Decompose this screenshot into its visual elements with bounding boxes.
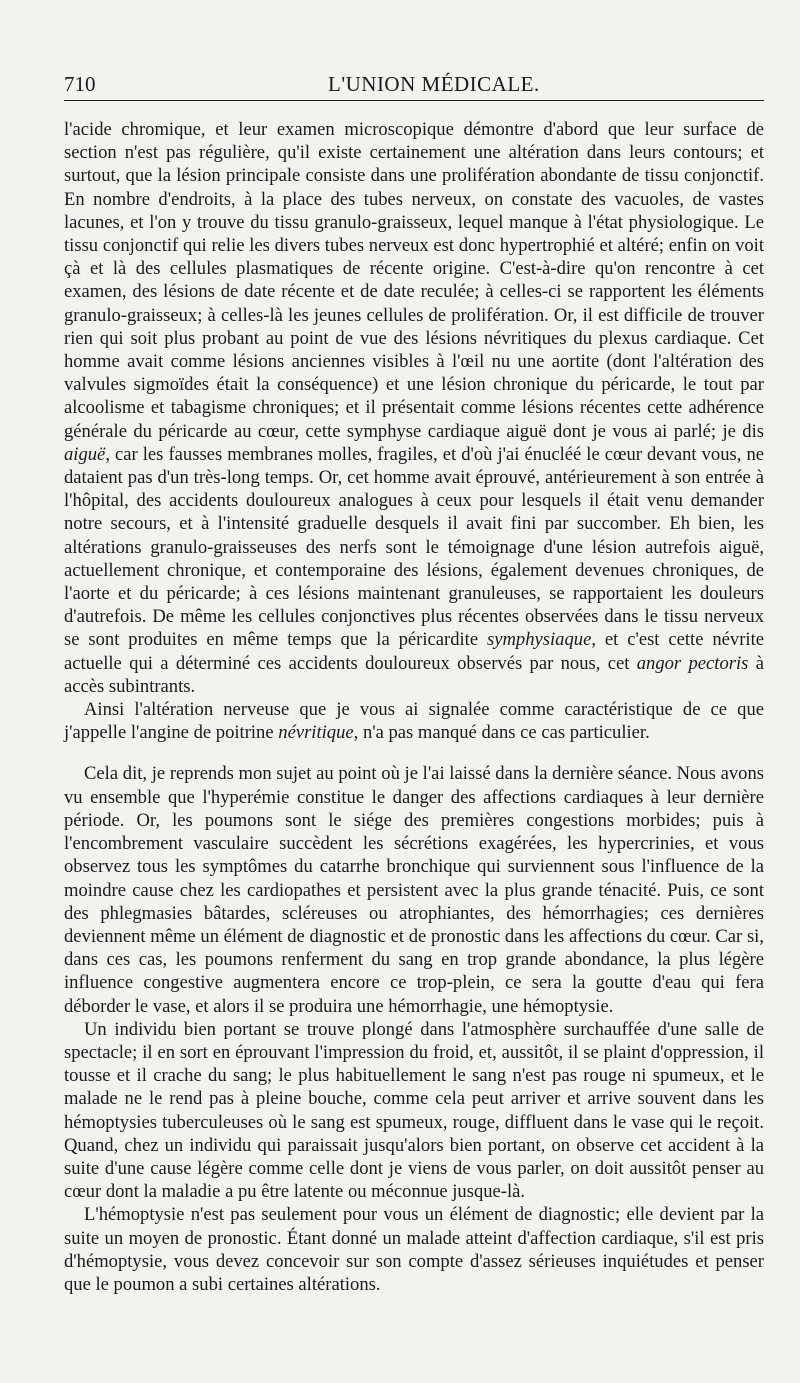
italic-term: angor pectoris [636,652,749,674]
journal-title: L'UNION MÉDICALE. [328,72,540,96]
page-number: 710 [64,72,96,96]
article-body [64,118,764,1296]
running-header [64,72,760,102]
header-rule [64,100,764,101]
section-gap [64,744,764,762]
paragraph-2: Ainsi l'altération nerveuse que je vous ai signalée comme caractéristique de ce que j'appelle l'angine de poitrine névritique, n'a pas manqué dans ce cas particulier. [64,699,764,744]
paragraph-1: l'acide chromique, et leur examen microscopique démontre d'abord que leur surface de section n'est pas régulière, qu'il existe certainement une altération dans leurs contours; et surtout, que la lésion principale consiste dans une prolifération abondante de tissu conjonctif. En nombre d'endroits, à la place des tubes nerveux, on constate des vacuoles, de vastes lacunes, et l'on y trouve du tissu granulo-graisseux, lequel manque à l'état physiologique. Le tissu conjonctif qui relie les divers tubes nerveux est donc hypertrophié et altéré; enfin on voit çà et là des cellules plasmatiques de récente origine. C'est-à-dire qu'on rencontre à cet examen, des lésions de date récente et de date reculée; à celles-ci se rapportent les éléments granulo-graisseux; à celles-là les jeunes cellules de prolifération. Or, il est difficile de trouver rien qui soit plus probant au point de vue des lésions névritiques du plexus cardiaque. Cet homme avait comme lésions anciennes visibles à l'œil nu une aortite (dont l'altération des valvules sigmoïdes était la conséquence) et une lésion chronique du péricarde, le tout par alcoolisme et tabagisme chroniques; et il présentait comme lésions récentes cette adhérence générale du péricarde au cœur, cette symphyse cardiaque aiguë dont je vous ai parlé; je dis aiguë, car les fausses membranes molles, fragiles, et d'où j'ai énucléé le cœur devant vous, ne dataient pas d'un très-long temps. Or, cet homme avait éprouvé, antérieurement à son entrée à l'hôpital, des accidents douloureux analogues à ceux pour lesquels il était venu demander notre secours, et à l'intensité graduelle desquels il avait fini par succomber. Eh bien, les altérations granulo-graisseuses des nerfs sont le témoignage d'une lésion autrefois aiguë, actuellement chronique, et contemporaine des lésions, également devenues chroniques, de l'aorte et du péricarde; à ces lésions maintenant granuleuses, se rapportaient les douleurs d'autrefois. De même les cellules conjonctives plus récentes observées dans le tissu nerveux se sont produites en même temps que la péricardite symphysiaque, et c'est cette névrite actuelle qui a déterminé ces accidents douloureux observés par nous, cet angor pectoris à accès subintrants. [64,119,764,697]
paragraph-5: L'hémoptysie n'est pas seulement pour vous un élément de diagnostic; elle devient par la suite un moyen de pronostic. Étant donné un malade atteint d'affection cardiaque, s'il est pris d'hémoptysie, vous devez concevoir sur son compte d'assez sérieuses inquiétudes et penser que le poumon a subi certaines altérations. [64,1204,764,1295]
italic-term: aiguë [64,443,106,465]
italic-term: névritique [278,722,354,744]
paragraph-3: Cela dit, je reprends mon sujet au point où je l'ai laissé dans la dernière séance. Nous avons vu ensemble que l'hyperémie constitue le danger des affections cardiaques à leur dernière période. Or, les poumons sont le siége des premières congestions morbides; puis à l'encombrement vasculaire succèdent les sécrétions exagérées, les hypercrinies, et vous observez tous les symptômes du catarrhe bronchique qui surviennent sous l'influence de la moindre cause chez les cardiopathes et persistent avec la plus grande ténacité. Puis, ce sont des phlegmasies bâtardes, scléreuses ou atrophiantes, des hémorrhagies; ces dernières deviennent même un élément de diagnostic et de pronostic dans les affections du cœur. Car si, dans ces cas, les poumons renferment du sang en trop grande abondance, la plus légère influence congestive augmentera encore ce trop-plein, ce sera la goutte d'eau qui fera déborder le vase, et alors il se produira une hémorrhagie, une hémoptysie. [64,763,764,1017]
italic-term: symphysiaque [487,629,592,651]
paragraph-4: Un individu bien portant se trouve plongé dans l'atmosphère surchauffée d'une salle de spectacle; il en sort en éprouvant l'impression du froid, et, aussitôt, il se plaint d'oppression, il tousse et il crache du sang; le plus habituellement le sang n'est pas rouge ni spumeux, et le malade ne le rend pas à pleine bouche, comme cela peut arriver et arrive souvent dans les hémoptysies tuberculeuses où le sang est spumeux, rouge, diffluent dans le vase qui le reçoit. Quand, chez un individu qui paraissait jusqu'alors bien portant, on observe cet accident à la suite d'une cause légère comme celle dont je viens de vous parler, on doit aussitôt penser au cœur dont la maladie a pu être latente ou méconnue jusque-là. [64,1018,764,1203]
